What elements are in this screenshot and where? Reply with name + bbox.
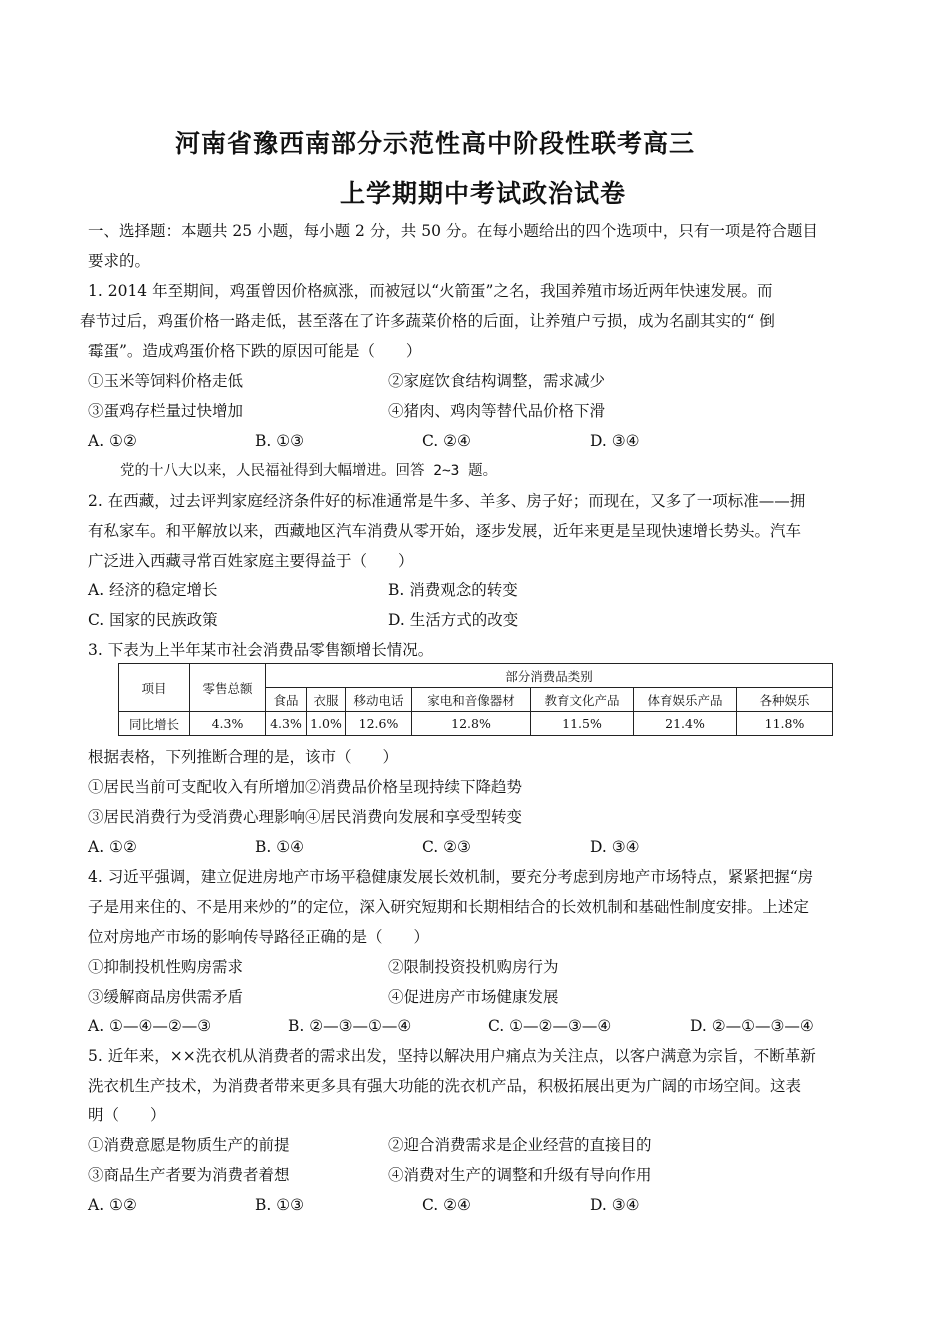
q1-statement-2: ②家庭饮食结构调整，需求减少: [388, 372, 606, 390]
q1-stem-line2: 春节过后，鸡蛋价格一路走低，甚至落在了许多蔬菜价格的后面，让养殖户亏损，成为名副其实的“ 倒: [80, 312, 775, 330]
q1-option-c: C. ②④: [422, 432, 471, 450]
q3-statements-1-2: ①居民当前可支配收入有所增加②消费品价格呈现持续下降趋势: [88, 778, 523, 796]
table-value-cell: 12.6%: [346, 712, 412, 736]
table-category-cell: 衣服: [307, 688, 346, 712]
table-value-cell: 11.5%: [531, 712, 634, 736]
q4-statement-2: ②限制投资投机购房行为: [388, 958, 559, 976]
q2-option-c: C. 国家的民族政策: [88, 611, 218, 629]
page-title-line1: 河南省豫西南部分示范性高中阶段性联考高三: [175, 129, 696, 158]
q4-option-a: A. ①—④—②—③: [88, 1017, 212, 1035]
q5-option-d: D. ③④: [590, 1196, 640, 1214]
table-category-cell: 家电和音像器材: [412, 688, 531, 712]
q4-statement-1: ①抑制投机性购房需求: [88, 958, 244, 976]
q5-statement-4: ④消费对生产的调整和升级有导向作用: [388, 1166, 652, 1184]
table-header-item: 项目: [119, 664, 190, 712]
q1-option-a: A. ①②: [88, 432, 137, 450]
table-value-cell: 21.4%: [634, 712, 737, 736]
q5-option-c: C. ②④: [422, 1196, 471, 1214]
q4-statement-3: ③缓解商品房供需矛盾: [88, 988, 244, 1006]
q3-question: 根据表格，下列推断合理的是，该市（ ）: [88, 748, 399, 766]
table-header-categories: 部分消费品类别: [266, 664, 833, 688]
q1-statement-4: ④猪肉、鸡肉等替代品价格下滑: [388, 402, 606, 420]
q5-option-b: B. ①③: [255, 1196, 305, 1214]
table-header-total: 零售总额: [190, 664, 266, 712]
q2-option-d: D. 生活方式的改变: [388, 611, 519, 629]
q2-stem-line3: 广泛进入西藏寻常百姓家庭主要得益于（ ）: [88, 552, 414, 570]
q4-stem-line2: 子是用来住的、不是用来炒的”的定位，深入研究短期和长期相结合的长效机制和基础性制度安排。上述定: [88, 898, 809, 916]
q5-stem-line2: 洗衣机生产技术，为消费者带来更多具有强大功能的洗衣机产品，积极拓展出更为广阔的市场空间。这表: [88, 1077, 802, 1095]
section-instructions-line1: 一、选择题：本题共 25 小题，每小题 2 分，共 50 分。在每小题给出的四个选项中，只有一项是符合题目: [88, 222, 818, 240]
section-instructions-line2: 要求的。: [88, 252, 151, 270]
q3-statements-3-4: ③居民消费行为受消费心理影响④居民消费向发展和享受型转变: [88, 808, 523, 826]
q4-statement-4: ④促进房产市场健康发展: [388, 988, 559, 1006]
q5-statement-1: ①消费意愿是物质生产的前提: [88, 1136, 290, 1154]
q3-option-b: B. ①④: [255, 838, 305, 856]
q3-stem: 3. 下表为上半年某市社会消费品零售额增长情况。: [88, 641, 434, 659]
table-category-cell: 移动电话: [346, 688, 412, 712]
q4-option-c: C. ①—②—③—④: [488, 1017, 612, 1035]
table-category-cell: 教育文化产品: [531, 688, 634, 712]
q1-statement-1: ①玉米等饲料价格走低: [88, 372, 244, 390]
q2-stem-line2: 有私家车。和平解放以来，西藏地区汽车消费从零开始，逐步发展，近年来更是呈现快速增长势头。汽车: [88, 522, 802, 540]
retail-growth-table: [118, 663, 833, 736]
table-row-label: 同比增长: [119, 712, 190, 736]
q1-stem-line3: 霉蛋”。造成鸡蛋价格下跌的原因可能是（ ）: [88, 342, 422, 360]
q1-stem-line1: 1. 2014 年至期间，鸡蛋曾因价格疯涨，而被冠以“火箭蛋”之名，我国养殖市场近两年快速发展。而: [88, 282, 773, 300]
q4-stem-line1: 4. 习近平强调，建立促进房地产市场平稳健康发展长效机制，要充分考虑到房地产市场特点，紧紧把握“房: [88, 868, 814, 886]
table-category-cell: 体育娱乐产品: [634, 688, 737, 712]
q2-option-b: B. 消费观念的转变: [388, 581, 518, 599]
q3-option-a: A. ①②: [88, 838, 137, 856]
table-value-cell: 12.8%: [412, 712, 531, 736]
q4-option-d: D. ②—①—③—④: [690, 1017, 814, 1035]
page-title-line2: 上学期期中考试政治试卷: [340, 179, 627, 208]
q4-option-b: B. ②—③—①—④: [288, 1017, 412, 1035]
table-value-cell: 1.0%: [307, 712, 346, 736]
q3-option-c: C. ②③: [422, 838, 471, 856]
table-value-cell: 11.8%: [737, 712, 833, 736]
table-category-cell: 食品: [266, 688, 307, 712]
q5-statement-2: ②迎合消费需求是企业经营的直接目的: [388, 1136, 652, 1154]
intro-q2-q3: 党的十八大以来，人民福祉得到大幅增进。回答 2~3 题。: [120, 463, 498, 479]
q2-option-a: A. 经济的稳定增长: [88, 581, 218, 599]
table-value-cell: 4.3%: [266, 712, 307, 736]
q1-option-d: D. ③④: [590, 432, 640, 450]
q5-stem-line3: 明（ ）: [88, 1106, 166, 1124]
q4-stem-line3: 位对房地产市场的影响传导路径正确的是（ ）: [88, 928, 430, 946]
q5-statement-3: ③商品生产者要为消费者着想: [88, 1166, 290, 1184]
table-value-cell: 4.3%: [190, 712, 266, 736]
q3-option-d: D. ③④: [590, 838, 640, 856]
q1-statement-3: ③蛋鸡存栏量过快增加: [88, 402, 244, 420]
q5-option-a: A. ①②: [88, 1196, 137, 1214]
q5-stem-line1: 5. 近年来，××洗衣机从消费者的需求出发，坚持以解决用户痛点为关注点，以客户满意为宗旨，不断革新: [88, 1047, 816, 1065]
table-category-cell: 各种娱乐: [737, 688, 833, 712]
q1-option-b: B. ①③: [255, 432, 305, 450]
q2-stem-line1: 2. 在西藏，过去评判家庭经济条件好的标准通常是牛多、羊多、房子好；而现在，又多了一项标准——拥: [88, 492, 806, 510]
